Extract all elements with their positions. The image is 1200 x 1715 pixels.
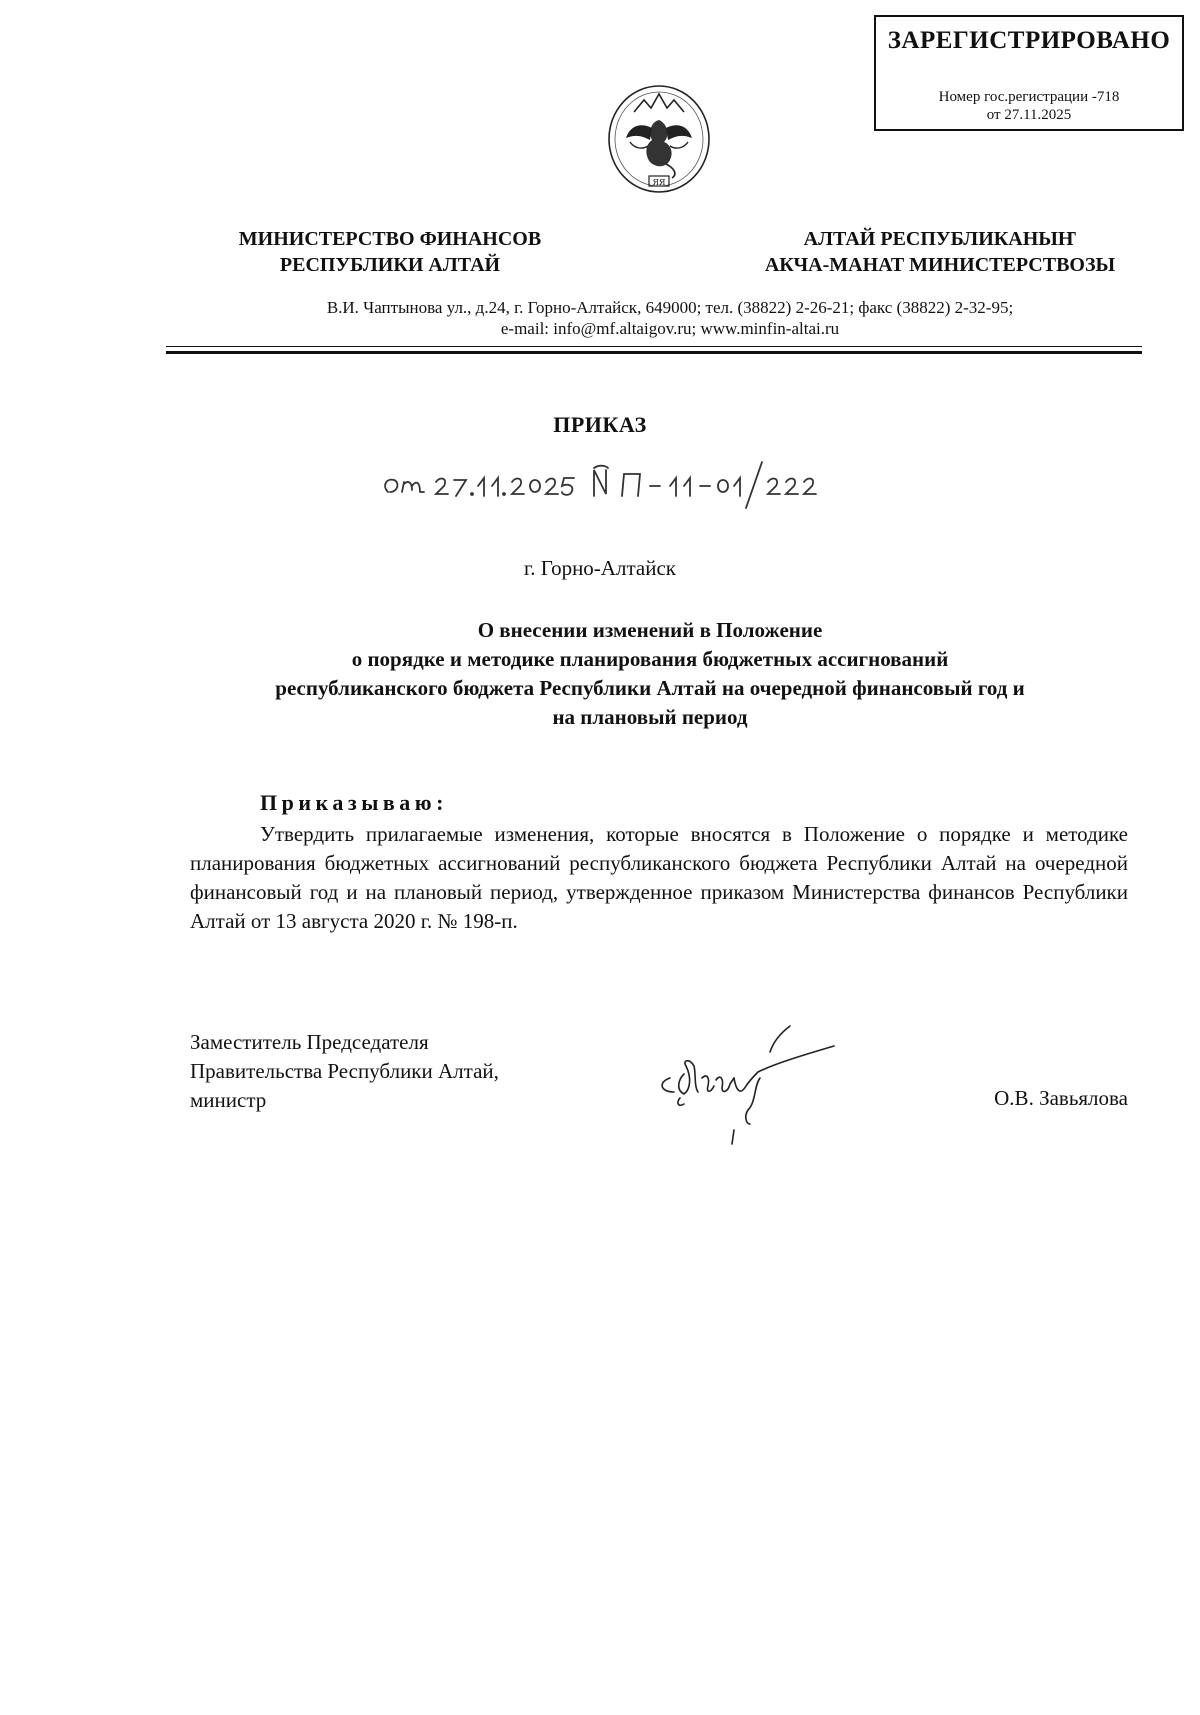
ministry-address [200,297,1140,339]
subject-line-1: О внесении изменений в Положение [477,618,823,642]
address-line-2: e-mail: info@mf.altaigov.ru; www.minfin-altai.ru [500,319,840,338]
ministry-alt-line-1: АЛТАЙ РЕСПУБЛИКАНЫҤ [803,228,1077,250]
header-divider-thick [166,351,1142,354]
order-title: ПРИКАЗ [553,412,647,437]
subject-line-4: на плановый период [552,705,748,729]
ministry-ru-line-2: РЕСПУБЛИКИ АЛТАЙ [279,254,501,276]
signatory-position [190,1028,630,1115]
altai-emblem-icon [604,82,714,198]
ministry-ru-line-1: МИНИСТЕРСТВО ФИНАНСОВ [238,228,542,250]
signatory-name: О.В. Завьялова [994,1086,1128,1110]
signatory-position-line-1: Заместитель Председателя [190,1030,429,1054]
registration-stamp [874,15,1184,131]
address-line-1: В.И. Чаптынова ул., д.24, г. Горно-Алтайск, 649000; тел. (38822) 2-26-21; факс (38822) 2-32-95; [326,298,1014,317]
ministry-name-alt [710,226,1170,278]
signatory-position-line-3: министр [190,1088,267,1112]
stamp-reg-number: Номер гос.регистрации -718 [938,89,1120,105]
subject-line-3: республиканского бюджета Республики Алтай на очередной финансовый год и [275,676,1025,700]
handwritten-signature-icon [650,1020,890,1150]
stamp-reg-date: от 27.11.2025 [986,107,1072,123]
order-city: г. Горно-Алтайск [524,556,676,580]
emblem-caption: ЯЯ [652,178,666,187]
order-subject [180,616,1120,732]
handwritten-order-number [380,452,860,516]
subject-line-2: о порядке и методике планирования бюджетных ассигнований [351,647,949,671]
order-verb: Приказываю: [260,790,448,815]
ministry-alt-line-2: АКЧА-МАНАТ МИНИСТЕРСТВОЗЫ [764,254,1116,276]
stamp-title: ЗАРЕГИСТРИРОВАНО [887,27,1171,54]
order-body: Утвердить прилагаемые изменения, которые вносятся в Положение о порядке и методике планирования бюджетных ассигнований республиканского бюджета Республики Алтай на очередной финансовый год и на плановый период, утвержденное приказом Министерства финансов Республики Алтай от 13 августа 2020 г. № 198-п. [190,822,1128,933]
header-divider-thin [166,346,1142,347]
ministry-name-ru [190,226,590,278]
signatory-position-line-2: Правительства Республики Алтай, [190,1059,499,1083]
